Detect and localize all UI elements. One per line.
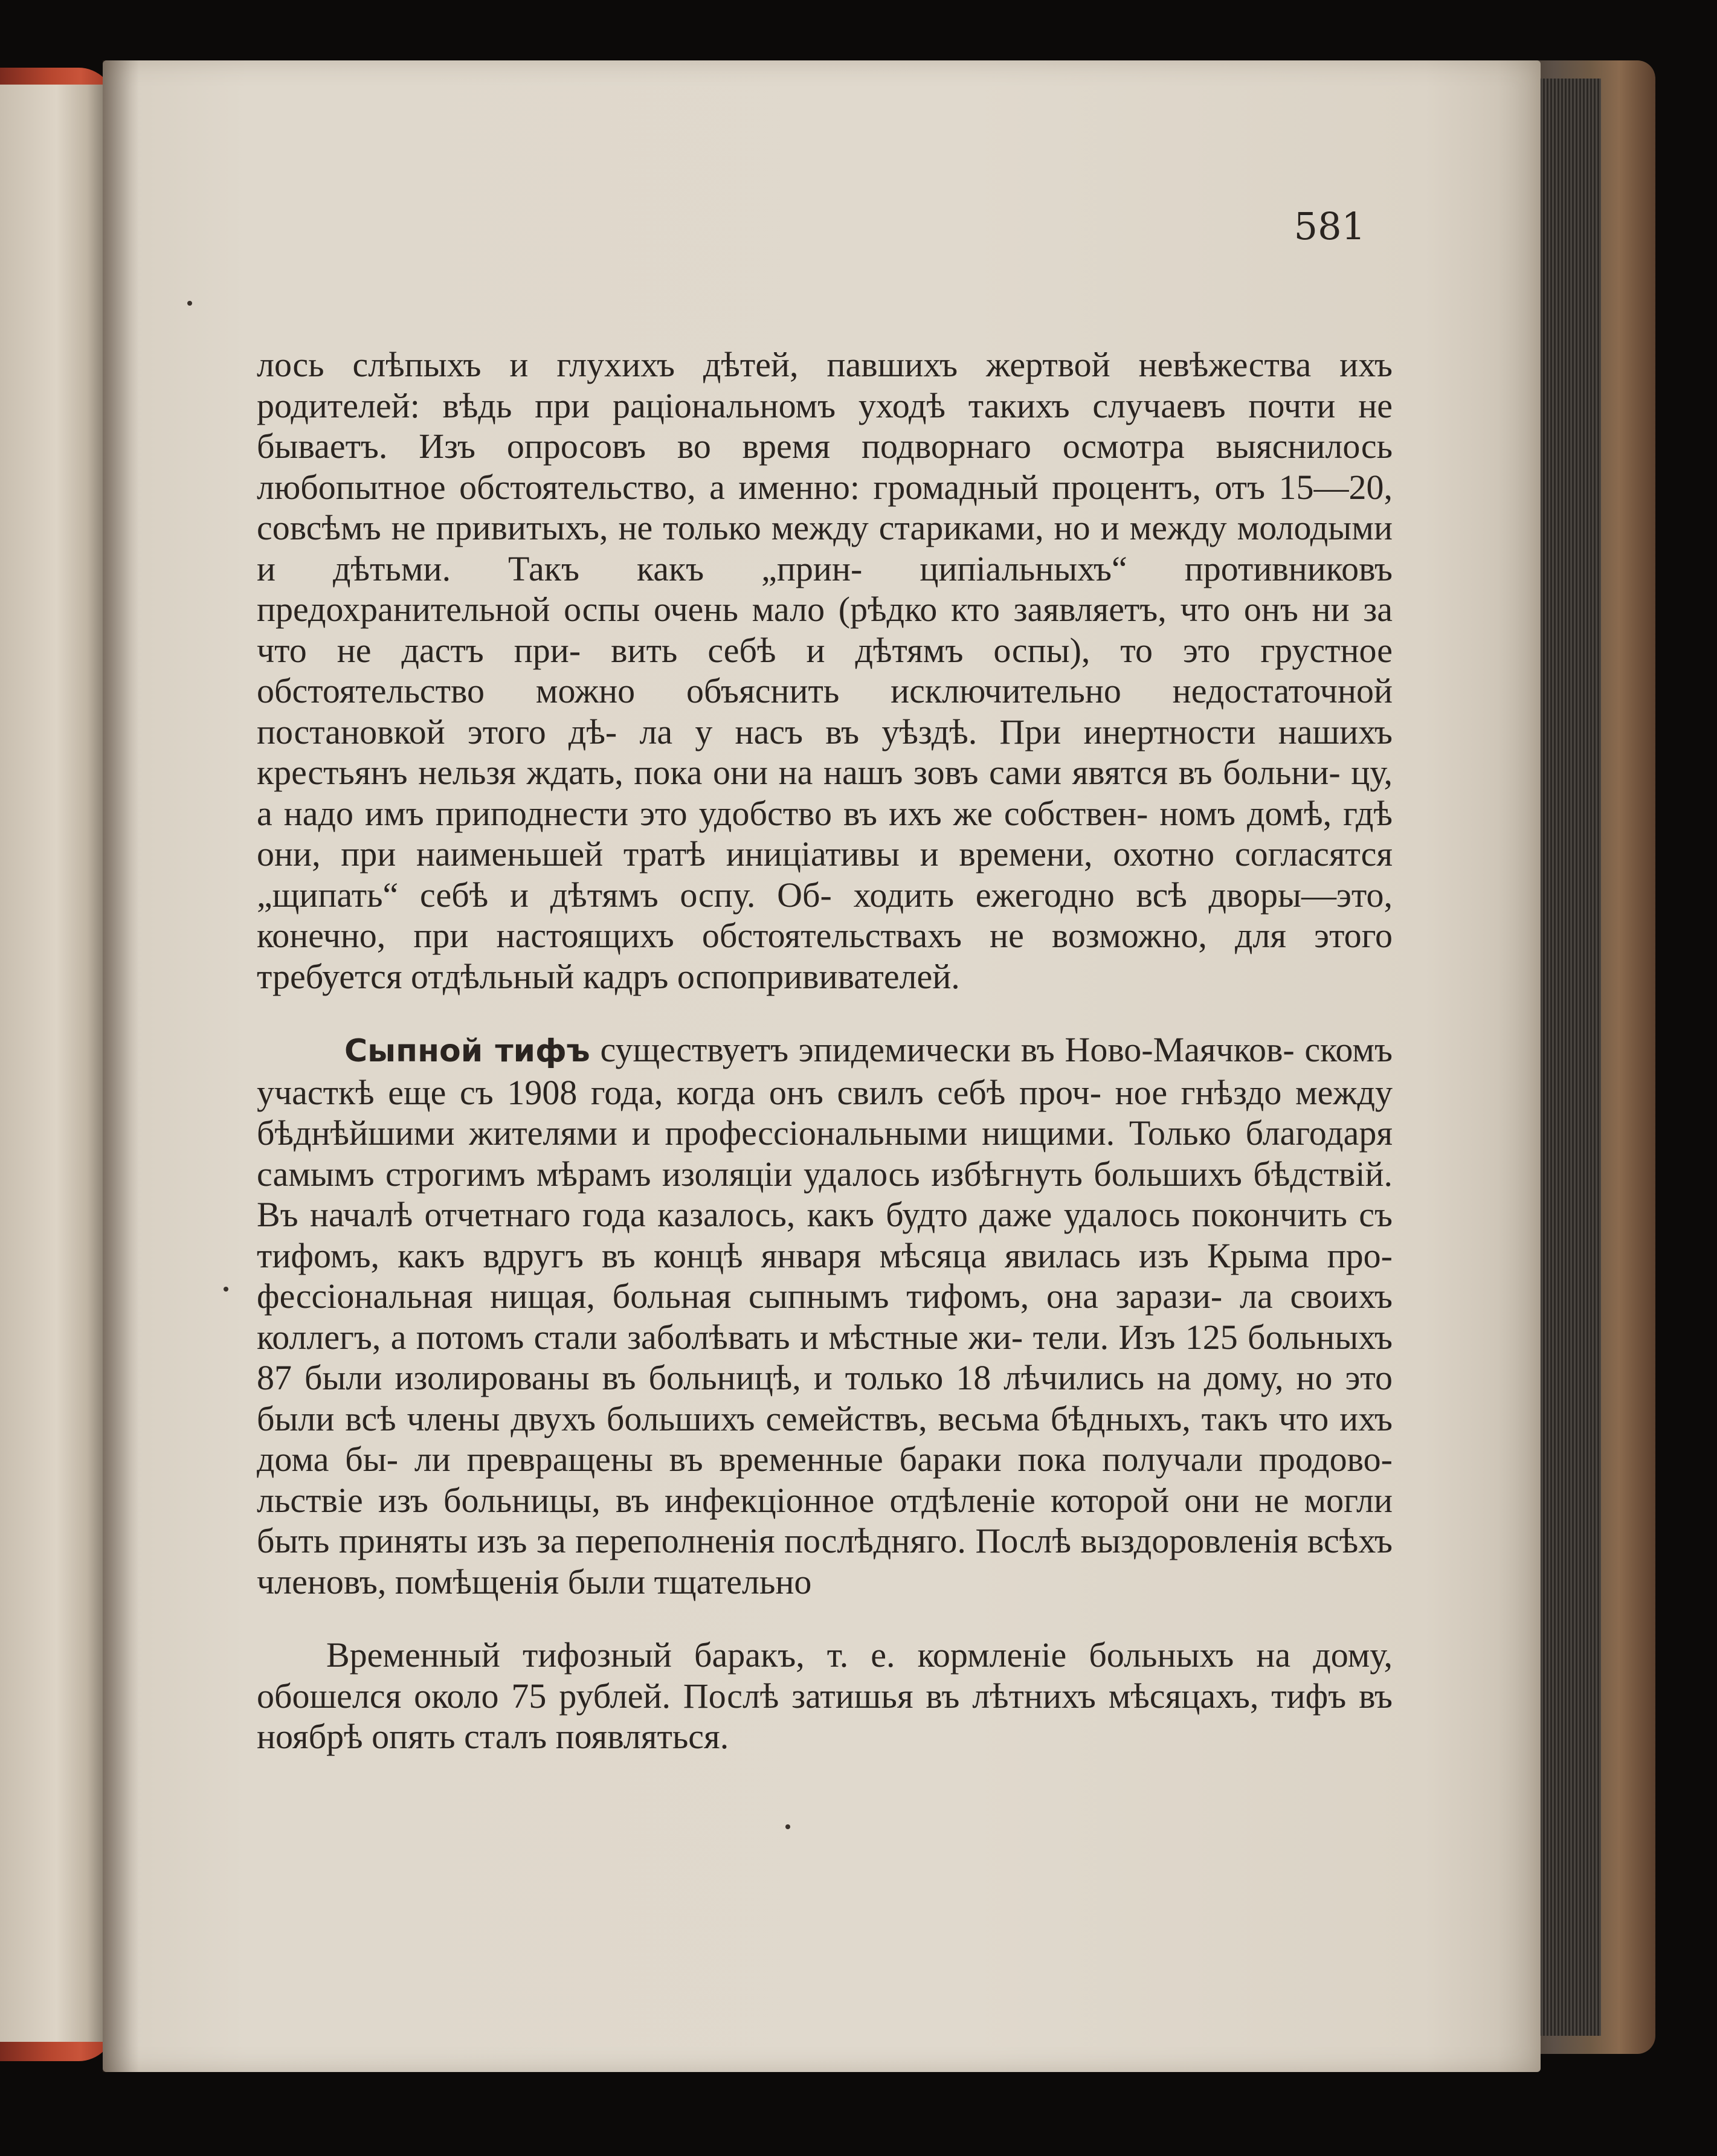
body-text: [257, 344, 1393, 1757]
text-line: мѣсяцахъ, тифъ въ ноябрѣ опять сталъ появляться.: [257, 1676, 1393, 1756]
text-line: ли превращены въ временные бараки пока получали продово-: [414, 1440, 1393, 1479]
text-line: времени, охотно согласятся „щипать“ себѣ и дѣтямъ оспу. Об-: [257, 834, 1393, 915]
paragraph: [257, 1029, 1393, 1602]
page-number: 581: [1293, 204, 1365, 248]
text-line: выяснилось любопытное обстоятельство, а именно: громадный: [257, 426, 1393, 507]
text-line: ципіальныхъ“ противниковъ предохранительной оспы очень: [257, 549, 1393, 629]
text-line: вить себѣ и дѣтямъ оспы), то это грустное обстоятельство можно: [257, 630, 1393, 710]
ink-speck: [187, 301, 192, 306]
paragraph: [257, 1635, 1393, 1757]
text-line: года казалось, какъ будто даже удалось покончить съ тифомъ,: [257, 1195, 1393, 1275]
text-line: ла у насъ въ уѣздѣ. При инертности нашихъ крестьянъ: [257, 712, 1393, 792]
text-line: ходить ежегодно всѣ дворы—это, конечно, при настоящихъ: [257, 875, 1393, 955]
paragraph: [257, 344, 1393, 997]
bold-term: Сыпной тифъ: [344, 1033, 590, 1069]
text-line: ное гнѣздо между бѣднѣйшими жителями и профессіональными: [257, 1072, 1393, 1153]
text-line: мало (рѣдко кто заявляетъ, что онъ ни за что не дастъ при-: [257, 590, 1393, 670]
text-line: большихъ семействъ, весьма бѣдныхъ, такъ что ихъ дома бы-: [257, 1398, 1393, 1479]
text-line: фессіональная нищая, больная сыпнымъ тифомъ, она зарази-: [257, 1276, 1223, 1316]
text-line: Послѣ выздоровленія всѣхъ членовъ, помѣщенія были тщательно: [257, 1521, 1393, 1601]
text-line: номъ домѣ, гдѣ они, при наименьшей тратѣ иниціативы и: [257, 793, 1393, 874]
book-page: [103, 60, 1541, 2072]
text-line: льствіе изъ больницы, въ инфекціонное отдѣленіе которой они: [257, 1480, 1240, 1520]
text-line: цу, а надо имъ приподнести это удобство въ ихъ же собствен-: [257, 753, 1393, 833]
text-line: на дому, обошелся около 75 рублей. Послѣ затишья въ лѣтнихъ: [257, 1635, 1393, 1716]
ink-speck: [785, 1824, 790, 1829]
text-line: и только 18 лѣчились на дому, но это были всѣ члены двухъ: [257, 1358, 1393, 1438]
text-line: не могли быть приняты изъ за переполненія послѣдняго.: [257, 1480, 1393, 1560]
text-line: скомъ участкѣ еще съ 1908 года, когда онъ свилъ себѣ проч-: [257, 1030, 1393, 1112]
text-line: какъ вдругъ въ концѣ января мѣсяца явилась изъ Крыма про-: [398, 1235, 1393, 1275]
text-line: нельзя ждать, пока они на нашъ зовъ сами явятся въ больни-: [418, 753, 1341, 792]
text-line: нищими. Только благодаря самымъ строгимъ мѣрамъ изоляціи: [257, 1113, 1393, 1194]
text-line: обстоятельствахъ не возможно, для этого требуется отдѣльный: [257, 916, 1393, 996]
text-line: почти не бываетъ. Изъ опросовъ во время подворнаго осмотра: [257, 385, 1393, 466]
text-line: процентъ, отъ 15—20, совсѣмъ не привитыхъ, не только между: [257, 467, 1393, 547]
left-page-edge: [0, 85, 103, 2042]
text-line: тели. Изъ 125 больныхъ 87 были изолированы въ больницѣ,: [257, 1317, 1393, 1397]
text-line: ла своихъ коллегъ, а потомъ стали заболѣвать и мѣстные жи-: [257, 1276, 1393, 1357]
text-line: удалось избѣгнуть большихъ бѣдствій. Въ началѣ отчетнаго: [257, 1154, 1393, 1234]
text-line: стариками, но и между молодыми и дѣтьми. Такъ какъ „прин-: [257, 508, 1393, 588]
text-line: ихъ родителей: вѣдь при раціональномъ уходѣ такихъ случаевъ: [257, 345, 1393, 425]
text-line: объяснить исключительно недостаточной постановкой этого дѣ-: [257, 671, 1393, 751]
text-line: лось слѣпыхъ и глухихъ дѣтей, павшихъ жертвой невѣжества: [257, 345, 1312, 384]
text-line: Временный тифозный баракъ, т. е. кормленіе больныхъ: [326, 1635, 1234, 1675]
text-line: кадръ оспопрививателей.: [582, 956, 960, 996]
ink-speck: [224, 1287, 228, 1292]
text-line: существуетъ эпидемически въ Ново-Маячков-: [590, 1030, 1295, 1069]
page-gutter-shadow: [103, 60, 139, 2072]
